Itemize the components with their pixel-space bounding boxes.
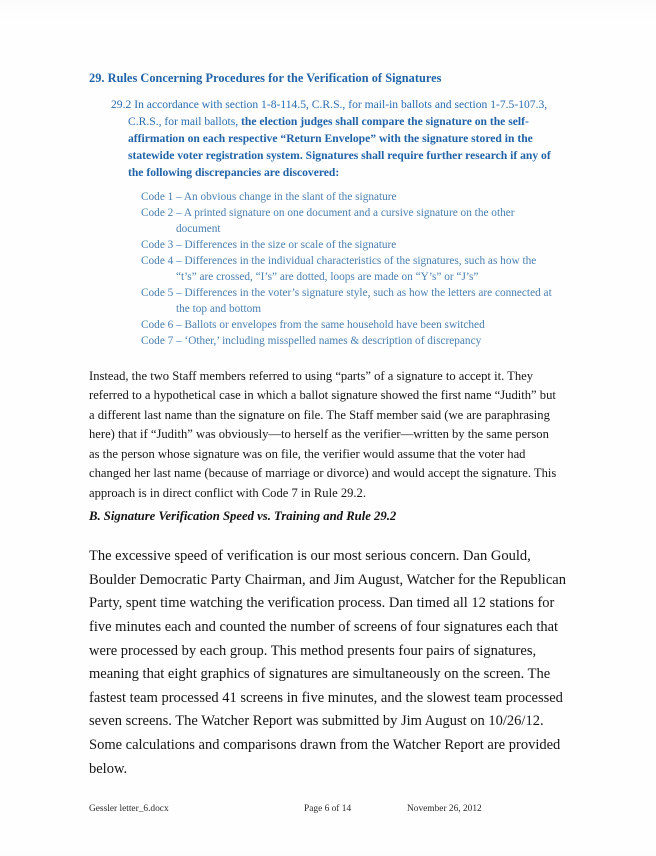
paragraph-verification-speed: The excessive speed of verification is our most serious concern. Dan Gould, Boulder Democratic Party Chairman, and Jim August, Watcher for the Republican Party, spent time watching the verification process. Dan timed all 12 stations for five minutes each and counted the number of screens of four signatures each that were processed by each group. This method presents four pairs of signatures, meaning that eight graphics of signatures are simultaneously on the screen. The fastest team processed 41 screens in five minutes, and the slowest team processed seven screens. The Watcher Report was submitted by Jim August on 10/26/12. Some calculations and comparisons drawn from the Watcher Report are provided below. — [89, 548, 566, 777]
discrepancy-code-list — [141, 189, 553, 349]
code-dash: – — [176, 207, 182, 220]
rule-29-block — [89, 70, 551, 181]
section-b-heading: B. Signature Verification Speed vs. Training and Rule 29.2 — [89, 509, 397, 523]
code-text: ‘Other,’ including misspelled names & description of discrepancy — [184, 335, 482, 348]
scan-artifact-bottom — [0, 838, 656, 856]
code-dash: – — [176, 319, 182, 332]
rule-29-2-lead: In accordance with section 1-8-114.5, C.R.S., for mail-in ballots and section 1-7.5-107.3, C.R.S., for mail ballots, — [128, 97, 548, 128]
code-label: Code 7 — [141, 335, 174, 348]
code-label: Code 4 — [141, 255, 174, 268]
code-list-item — [141, 333, 553, 349]
code-dash: – — [176, 255, 182, 268]
code-text: A printed signature on one document and a cursive signature on the other document — [176, 207, 515, 236]
code-dash: – — [176, 287, 182, 300]
code-label: Code 6 — [141, 319, 174, 332]
footer-page-number: Page 6 of 14 — [304, 804, 352, 814]
rule-29-2-number: 29.2 — [111, 97, 132, 111]
code-text: Differences in the size or scale of the signature — [184, 239, 397, 252]
code-label: Code 3 — [141, 239, 174, 252]
scan-artifact-top — [0, 0, 656, 24]
code-label: Code 2 — [141, 207, 174, 220]
paragraph-instead: Instead, the two Staff members referred to using “parts” of a signature to accept it. They referred to a hypothetical case in which a ballot signature showed the first name “Judith” but a different last name than the signature on file. The Staff member said (we are paraphrasing here) that if “Judith” was obviously—to herself as the verifier—written by the same person as the person whose signature was on file, the verifier would assume that the voter had changed her last name (because of marriage or divorce) and would accept the signature. This approach is in direct conflict with Code 7 in Rule 29.2. — [89, 369, 557, 500]
footer-date: November 26, 2012 — [407, 804, 482, 814]
code-list-item — [141, 317, 553, 333]
rule-29-2-paragraph — [111, 96, 551, 181]
code-dash: – — [176, 335, 182, 348]
code-list-item — [141, 205, 553, 237]
code-dash: – — [176, 239, 182, 252]
code-dash: – — [176, 191, 182, 203]
code-label: Code 1 — [141, 191, 174, 203]
code-list-item — [141, 253, 553, 285]
code-list-item — [141, 237, 553, 253]
footer-filename: Gessler letter_6.docx — [89, 804, 169, 814]
rule-29-heading: 29. Rules Concerning Procedures for the Verification of Signatures — [89, 71, 442, 85]
code-text: Ballots or envelopes from the same household have been switched — [184, 319, 485, 332]
code-text: Differences in the voter’s signature style, such as how the letters are connected at the top and bottom — [176, 287, 552, 316]
code-list-item — [141, 189, 553, 205]
code-label: Code 5 — [141, 287, 174, 300]
code-text: Differences in the individual characteristics of the signatures, such as how the “t’s” are crossed, “I’s” are dotted, loops are made on “Y’s” or “J’s” — [176, 255, 537, 284]
page-footer — [89, 804, 551, 818]
rule-29-2-bold-text: the election judges shall compare the signature on the self-affirmation on each respective “Return Envelope” with the signature stored in the statewide voter registration system. Signatures shall require further research if any of the following discrepancies are discovered: — [128, 114, 551, 179]
code-list-item — [141, 285, 553, 317]
code-text: An obvious change in the slant of the signature — [183, 191, 397, 203]
